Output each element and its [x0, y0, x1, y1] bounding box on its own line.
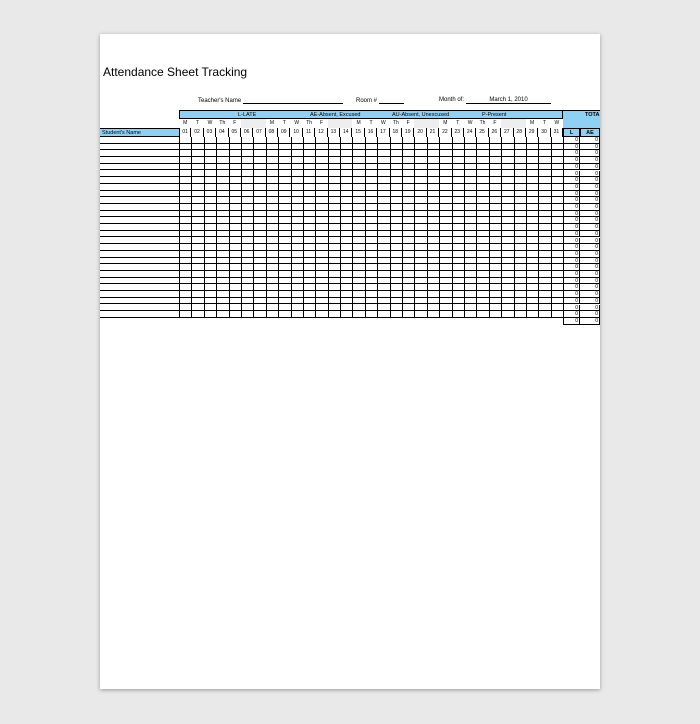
room-line[interactable]: [379, 97, 404, 104]
total-late-cell: 0: [563, 224, 580, 231]
table-row[interactable]: [100, 144, 563, 151]
total-late-cell: 0: [563, 171, 580, 178]
total-absent-excused-cell: 0: [580, 184, 600, 191]
total-absent-excused-cell: 0: [580, 251, 600, 258]
room-field[interactable]: [356, 97, 404, 104]
day-number-cell: 16: [365, 128, 377, 137]
total-late-cell: 0: [563, 217, 580, 224]
table-row[interactable]: [100, 238, 563, 245]
day-number-cell: 03: [204, 128, 216, 137]
total-absent-excused-cell: 0: [580, 197, 600, 204]
total-late-cell: 0: [563, 164, 580, 171]
total-late-cell: 0: [563, 204, 580, 211]
total-absent-excused-cell: 0: [580, 278, 600, 285]
weekday-cell: [328, 119, 340, 128]
weekday-cell: [427, 119, 439, 128]
day-number-cell: 30: [538, 128, 550, 137]
weekday-cell: M: [530, 120, 535, 126]
day-number-cell: 10: [291, 128, 303, 137]
total-absent-excused-cell: 0: [580, 244, 600, 251]
day-number-cell: 14: [340, 128, 352, 137]
table-row[interactable]: [100, 177, 563, 184]
day-number-cell: 05: [229, 128, 241, 137]
weekday-cell: F: [319, 120, 323, 126]
totals-title: TOTA: [585, 112, 600, 118]
total-late-cell: 0: [563, 211, 580, 218]
day-number-cell: 11: [303, 128, 315, 137]
total-late-cell: 0: [563, 231, 580, 238]
day-number-cell: 25: [476, 128, 488, 137]
total-late-cell: 0: [563, 318, 580, 325]
day-number-cell: 17: [377, 128, 389, 137]
document-title: Attendance Sheet Tracking: [103, 65, 248, 79]
day-number-cell: 31: [551, 128, 563, 137]
weekday-cell: M: [183, 120, 188, 126]
month-label: Month of:: [439, 97, 465, 103]
day-number-cell: 09: [278, 128, 290, 137]
table-row[interactable]: [100, 211, 563, 218]
teacher-name-field[interactable]: [198, 97, 343, 104]
total-absent-excused-cell: 0: [580, 217, 600, 224]
total-late-cell: 0: [563, 305, 580, 312]
weekday-cell: T: [542, 120, 547, 126]
weekday-cell: Th: [219, 120, 226, 126]
total-late-cell: 0: [563, 144, 580, 151]
table-row[interactable]: [100, 278, 563, 285]
total-absent-excused-cell: 0: [580, 211, 600, 218]
day-number-cell: 06: [241, 128, 253, 137]
weekday-cell: [340, 119, 352, 128]
student-name-header: Student's Name: [100, 128, 179, 137]
total-absent-excused-cell: 0: [580, 298, 600, 305]
total-absent-excused-cell: 0: [580, 284, 600, 291]
weekday-cell: T: [196, 120, 200, 126]
table-row[interactable]: [100, 258, 563, 265]
table-row[interactable]: [100, 244, 563, 251]
weekday-cell: T: [456, 120, 460, 126]
table-row[interactable]: [100, 171, 563, 178]
total-absent-excused-cell: 0: [580, 238, 600, 245]
day-number-cell: 20: [414, 128, 426, 137]
total-late-cell: 0: [563, 251, 580, 258]
weekday-cell: M: [443, 120, 448, 126]
teacher-name-label: Teacher's Name: [198, 98, 242, 104]
legend-absent-excused: AE-Absent, Excused: [310, 112, 361, 118]
weekday-cell: F: [406, 120, 410, 126]
total-absent-excused-cell: 0: [580, 311, 600, 318]
table-row[interactable]: [100, 231, 563, 238]
legend-present: P-Present: [482, 112, 507, 118]
table-row[interactable]: [100, 217, 563, 224]
weekday-cell: Th: [306, 120, 312, 126]
table-row[interactable]: [100, 224, 563, 231]
total-absent-excused-cell: 0: [580, 177, 600, 184]
weekday-cell: W: [207, 120, 213, 126]
day-number-cell: 13: [328, 128, 340, 137]
total-late-cell: 0: [563, 264, 580, 271]
table-row[interactable]: [100, 264, 563, 271]
total-absent-excused-cell: 0: [580, 164, 600, 171]
table-row[interactable]: [100, 305, 563, 312]
total-absent-excused-cell: 0: [580, 231, 600, 238]
day-number-cell: 12: [315, 128, 327, 137]
month-field[interactable]: [439, 97, 551, 104]
weekday-cell: M: [356, 120, 361, 126]
teacher-name-line[interactable]: [243, 97, 343, 104]
total-late-cell: 0: [563, 184, 580, 191]
total-late-cell: 0: [563, 284, 580, 291]
total-late-cell: 0: [563, 311, 580, 318]
total-absent-excused-cell: 0: [580, 224, 600, 231]
total-absent-excused-header: AE: [580, 128, 600, 137]
weekday-cell: F: [493, 120, 497, 126]
legend-bar: [179, 110, 563, 119]
total-absent-excused-cell: 0: [580, 204, 600, 211]
day-number-cell: 08: [266, 128, 278, 137]
weekday-cell: [414, 119, 426, 128]
total-absent-excused-cell: 0: [580, 144, 600, 151]
total-late-header: L: [563, 128, 580, 137]
total-late-cell: 0: [563, 258, 580, 265]
day-number-cell: 24: [464, 128, 476, 137]
day-number-cell: 22: [439, 128, 451, 137]
month-value[interactable]: March 1, 2010: [466, 97, 551, 104]
weekday-cell: F: [233, 120, 237, 126]
room-label: Room #: [356, 98, 378, 104]
weekday-cell: [241, 119, 253, 128]
total-late-cell: 0: [563, 238, 580, 245]
day-number-cell: 29: [526, 128, 538, 137]
total-absent-excused-cell: 0: [580, 305, 600, 312]
day-number-cell: 15: [352, 128, 364, 137]
weekday-cell: M: [269, 120, 274, 126]
total-late-cell: 0: [563, 291, 580, 298]
total-absent-excused-cell: 0: [580, 271, 600, 278]
weekday-cell: [501, 119, 513, 128]
table-row[interactable]: [100, 137, 563, 144]
table-row[interactable]: [100, 164, 563, 171]
total-late-cell: 0: [563, 271, 580, 278]
total-absent-excused-cell: 0: [580, 157, 600, 164]
total-late-cell: 0: [563, 157, 580, 164]
total-absent-excused-cell: 0: [580, 171, 600, 178]
table-row[interactable]: [100, 298, 563, 305]
table-row[interactable]: [100, 157, 563, 164]
table-row[interactable]: [100, 284, 563, 291]
weekday-cell: T: [282, 120, 286, 126]
total-late-cell: 0: [563, 191, 580, 198]
total-late-cell: 0: [563, 298, 580, 305]
total-absent-excused-cell: 0: [580, 258, 600, 265]
day-number-cell: 26: [489, 128, 501, 137]
total-absent-excused-cell: 0: [580, 291, 600, 298]
total-late-cell: 0: [563, 197, 580, 204]
day-number-cell: 21: [427, 128, 439, 137]
weekday-cell: [514, 119, 526, 128]
table-row[interactable]: [100, 251, 563, 258]
day-number-cell: 23: [452, 128, 464, 137]
day-number-cell: 04: [216, 128, 228, 137]
table-row[interactable]: [100, 311, 563, 318]
weekday-cell: W: [554, 120, 560, 126]
document-page: [100, 34, 600, 689]
table-row[interactable]: [100, 184, 563, 191]
day-number-cell: 19: [402, 128, 414, 137]
total-absent-excused-cell: 0: [580, 318, 600, 325]
weekday-cell: T: [369, 120, 373, 126]
day-number-cell: 02: [191, 128, 203, 137]
table-row[interactable]: [100, 197, 563, 204]
total-late-cell: 0: [563, 244, 580, 251]
table-row[interactable]: [100, 271, 563, 278]
total-absent-excused-cell: 0: [580, 137, 600, 144]
day-number-cell: 18: [390, 128, 402, 137]
weekday-cell: W: [381, 120, 386, 126]
total-late-cell: 0: [563, 137, 580, 144]
legend-late: L-LATE: [238, 112, 257, 118]
table-row[interactable]: [100, 291, 563, 298]
table-row[interactable]: [100, 150, 563, 157]
totals-header: [563, 110, 600, 128]
total-absent-excused-cell: 0: [580, 150, 600, 157]
day-number-cell: 01: [179, 128, 191, 137]
table-row[interactable]: [100, 204, 563, 211]
table-row[interactable]: [100, 191, 563, 198]
weekday-cell: [253, 119, 265, 128]
weekday-cell: W: [294, 120, 300, 126]
weekday-cell: W: [467, 120, 473, 126]
weekday-cell: Th: [392, 120, 399, 126]
day-number-cell: 28: [514, 128, 526, 137]
legend-absent-unexcused: AU-Absent, Unexcused: [392, 112, 450, 118]
total-absent-excused-cell: 0: [580, 264, 600, 271]
weekday-cell: Th: [479, 120, 486, 126]
day-number-cell: 07: [253, 128, 265, 137]
day-number-cell: 27: [501, 128, 513, 137]
total-absent-excused-cell: 0: [580, 191, 600, 198]
total-late-cell: 0: [563, 278, 580, 285]
total-late-cell: 0: [563, 177, 580, 184]
total-late-cell: 0: [563, 150, 580, 157]
